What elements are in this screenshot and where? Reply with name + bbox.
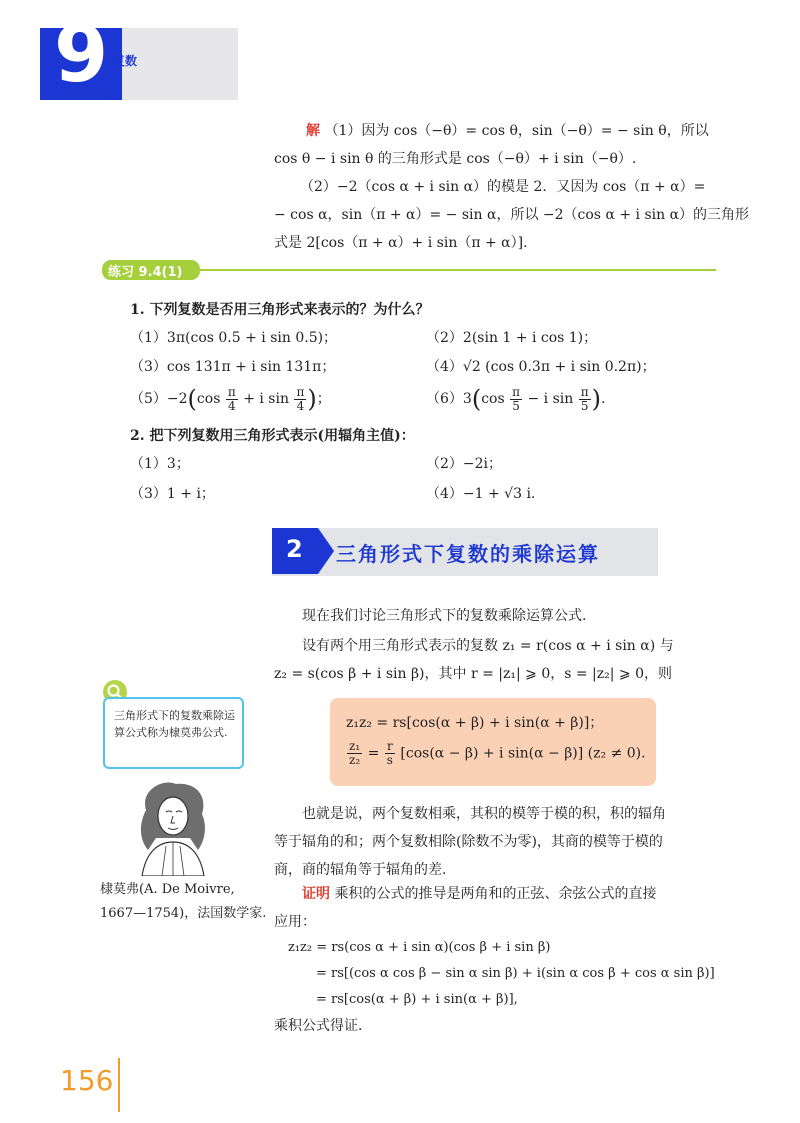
solution-line-1 [306, 117, 709, 145]
chapter-number: 9 [54, 10, 107, 100]
side-note-text: 三角形式下的复数乘除运算公式称为棣莫弗公式. [114, 709, 235, 739]
proof-equation-2: = rs[(cos α cos β − sin α sin β) + i(sin α cos β + cos α sin β)] [316, 966, 715, 981]
page-number: 156 [60, 1064, 114, 1097]
multiplication-formula: z₁z₂ = rs[cos(α + β) + i sin(α + β)]； [346, 715, 604, 731]
question-1: 1. 下列复数是否用三角形式来表示的？为什么？ [130, 302, 430, 318]
solution-text: （1）因为 cos（−θ）= cos θ，sin（−θ）= − sin θ，所以 [324, 123, 709, 139]
exercise-label: 练习 9.4(1) [108, 265, 183, 280]
fraction: $\frac{\pi}{5}$ [580, 384, 589, 413]
q1-item-1: （1）3π(cos 0.5 + i sin 0.5)； [130, 330, 338, 346]
q1-item-5: （5）−2(cos $\frac{\pi}{4}$ + i sin $\frac{\pi}{4}$ )； [130, 384, 331, 413]
exercise-divider [198, 269, 716, 271]
section-arrow [318, 528, 334, 574]
portrait-image [128, 780, 218, 876]
proof-conclusion: 乘积公式得证. [274, 1018, 363, 1034]
fraction: $\frac{\pi}{5}$ [512, 384, 521, 413]
q2-item-1: （1）3； [130, 456, 190, 472]
q1-item-3: （3）cos 131π + i sin 131π； [130, 359, 336, 375]
proof-line-2: 应用： [274, 914, 316, 930]
explain-line-1: 也就是说，两个复数相乘，其积的模等于模的积，积的辐角 [302, 806, 666, 822]
question-2: 2. 把下列复数用三角形式表示(用辐角主值)： [130, 428, 415, 444]
intro-line-1: 现在我们讨论三角形式下的复数乘除运算公式. [302, 608, 587, 624]
chapter-title: 复数 [113, 54, 138, 68]
solution-label: 解 [306, 123, 320, 139]
section-number: 2 [286, 535, 303, 563]
explain-line-2: 等于辐角的和；两个复数相除(除数不为零)，其商的模等于模的 [274, 834, 663, 850]
division-formula: $\frac{\text{z₁}}{\text{z₂}}$ = $\frac{r}{s}$ [cos(α − β) + i sin(α − β)] (z₂ ≠ 0). [349, 739, 646, 767]
solution-line-4: − cos α，sin（π + α）= − sin α，所以 −2（cos α + i sin α）的三角形 [274, 207, 750, 223]
q2-item-3: （3）1 + i； [130, 486, 215, 502]
solution-line-5: 式是 2[cos（π + α）+ i sin（π + α）]. [274, 235, 528, 251]
fraction: $\frac{\text{z₁}}{\text{z₂}}$ [349, 739, 361, 767]
fraction: $\frac{\pi}{4}$ [296, 384, 305, 413]
intro-line-2: 设有两个用三角形式表示的复数 z₁ = r(cos α + i sin α) 与 [302, 638, 674, 654]
q1-item-2: （2）2(sin 1 + i cos 1)； [426, 330, 598, 346]
q2-item-2: （2）−2i； [426, 456, 503, 472]
solution-line-2: cos θ − i sin θ 的三角形式是 cos（−θ）+ i sin（−θ）. [274, 151, 637, 167]
fraction: $\frac{\pi}{4}$ [227, 384, 236, 413]
fraction: $\frac{r}{s}$ [386, 739, 393, 767]
proof-line-1: 证明 乘积的公式的推导是两角和的正弦、余弦公式的直接 [302, 886, 657, 902]
intro-line-3: z₂ = s(cos β + i sin β)，其中 r = |z₁| ⩾ 0，s = |z₂| ⩾ 0，则 [274, 666, 673, 682]
proof-label: 证明 [302, 886, 330, 902]
explain-line-3: 商，商的辐角等于辐角的差. [274, 862, 447, 878]
q2-item-4: （4）−1 + √3 i. [426, 486, 536, 502]
q1-item-6: （6）3(cos $\frac{\pi}{5}$ − i sin $\frac{\pi}{5}$ ). [426, 384, 606, 413]
page-number-rule [118, 1058, 120, 1112]
solution-line-3: （2）−2（cos α + i sin α）的模是 2．又因为 cos（π + α）= [300, 179, 706, 195]
section-title: 三角形式下复数的乘除运算 [336, 542, 600, 566]
q1-item-4: （4）√2 (cos 0.3π + i sin 0.2π)； [426, 359, 656, 375]
portrait-caption-line-1: 棣莫弗(A. De Moivre, [100, 882, 235, 897]
portrait-caption-line-2: 1667—1754)，法国数学家. [100, 906, 267, 921]
proof-equation-1: z₁z₂ = rs(cos α + i sin α)(cos β + i sin β) [288, 940, 551, 955]
proof-equation-3: = rs[cos(α + β) + i sin(α + β)], [316, 992, 518, 1007]
